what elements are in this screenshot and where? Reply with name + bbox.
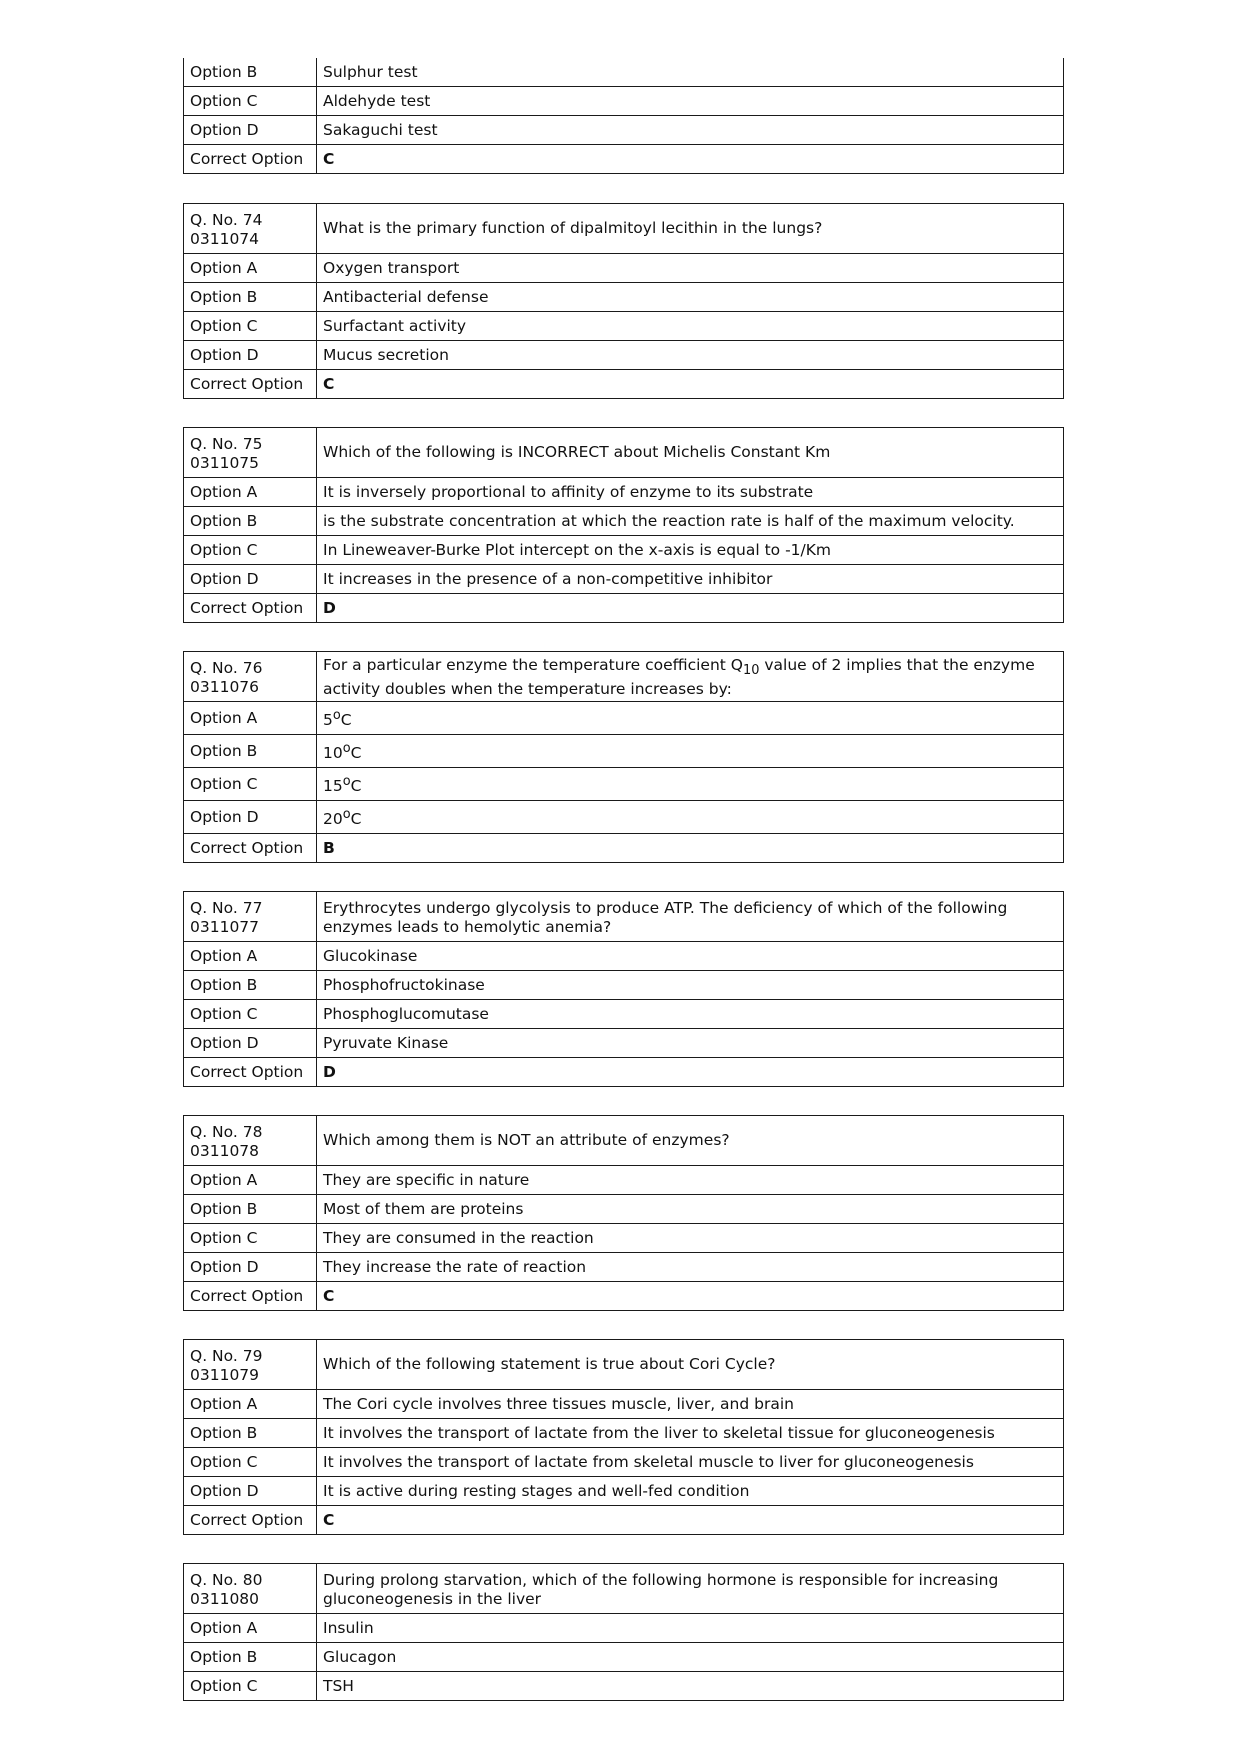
question-text: Which of the following is INCORRECT about Michelis Constant Km — [317, 428, 1064, 478]
option-value: Sulphur test — [317, 58, 1064, 87]
option-value: It involves the transport of lactate from the liver to skeletal tissue for gluconeogenesis — [317, 1419, 1064, 1448]
question-table-79 — [183, 1339, 1064, 1535]
option-label: Option B — [184, 507, 317, 536]
question-code: 0311078 — [190, 1141, 260, 1160]
option-label: Option A — [184, 1166, 317, 1195]
question-table-77 — [183, 891, 1064, 1087]
question-number: Q. No. 75 — [190, 434, 263, 453]
option-value: It increases in the presence of a non-competitive inhibitor — [317, 565, 1064, 594]
option-label: Option C — [184, 1448, 317, 1477]
question-number: Q. No. 78 — [190, 1122, 263, 1141]
correct-option-value: C — [317, 145, 1064, 174]
correct-option-value: D — [317, 594, 1064, 623]
question-table-73-continued — [183, 58, 1064, 174]
question-number-cell — [184, 652, 317, 702]
option-label: Option A — [184, 1390, 317, 1419]
option-value: They increase the rate of reaction — [317, 1253, 1064, 1282]
option-label: Option D — [184, 116, 317, 145]
degree-superscript: o — [342, 740, 351, 756]
question-text: Which of the following statement is true about Cori Cycle? — [317, 1340, 1064, 1390]
option-value: Glucagon — [317, 1643, 1064, 1672]
option-label: Option D — [184, 341, 317, 370]
question-number-cell — [184, 1116, 317, 1166]
option-label: Option B — [184, 1195, 317, 1224]
option-label: Option A — [184, 254, 317, 283]
question-code: 0311075 — [190, 453, 260, 472]
correct-option-label: Correct Option — [184, 370, 317, 399]
option-value: Antibacterial defense — [317, 283, 1064, 312]
option-value: It involves the transport of lactate from skeletal muscle to liver for gluconeogenesis — [317, 1448, 1064, 1477]
option-value: Oxygen transport — [317, 254, 1064, 283]
option-label: Option C — [184, 1000, 317, 1029]
question-table-74 — [183, 203, 1064, 399]
question-number: Q. No. 80 — [190, 1570, 263, 1589]
correct-option-value: C — [317, 1282, 1064, 1311]
question-text: What is the primary function of dipalmitoyl lecithin in the lungs? — [317, 204, 1064, 254]
option-label: Option C — [184, 87, 317, 116]
degree-superscript: o — [342, 773, 351, 789]
correct-option-label: Correct Option — [184, 594, 317, 623]
option-label: Option C — [184, 768, 317, 801]
question-number: Q. No. 74 — [190, 210, 263, 229]
correct-option-value: D — [317, 1058, 1064, 1087]
question-text-part: value of 2 implies that the enzyme activity doubles when the temperature increases by: — [323, 655, 1035, 699]
option-label: Option D — [184, 1029, 317, 1058]
correct-option-value: C — [317, 1506, 1064, 1535]
option-value: Phosphoglucomutase — [317, 1000, 1064, 1029]
option-value: Most of them are proteins — [317, 1195, 1064, 1224]
question-number: Q. No. 76 — [190, 658, 263, 677]
question-code: 0311079 — [190, 1365, 260, 1384]
question-code: 0311080 — [190, 1589, 260, 1608]
temperature-value: 15 — [323, 777, 343, 796]
option-label: Option B — [184, 58, 317, 87]
option-value: Glucokinase — [317, 942, 1064, 971]
question-text: Which among them is NOT an attribute of enzymes? — [317, 1116, 1064, 1166]
option-value: Pyruvate Kinase — [317, 1029, 1064, 1058]
question-table-78 — [183, 1115, 1064, 1311]
temperature-value: 20 — [323, 810, 343, 829]
temperature-value: 10 — [323, 744, 343, 763]
option-label: Option C — [184, 312, 317, 341]
option-label: Option A — [184, 942, 317, 971]
correct-option-label: Correct Option — [184, 1506, 317, 1535]
option-value: It is active during resting stages and well-fed condition — [317, 1477, 1064, 1506]
question-number: Q. No. 77 — [190, 898, 263, 917]
option-value — [317, 768, 1064, 801]
option-value: They are specific in nature — [317, 1166, 1064, 1195]
correct-option-label: Correct Option — [184, 834, 317, 863]
correct-option-value: B — [317, 834, 1064, 863]
question-text: Erythrocytes undergo glycolysis to produce ATP. The deficiency of which of the following enzymes leads to hemolytic anemia? — [317, 892, 1064, 942]
question-number-cell — [184, 892, 317, 942]
option-label: Option B — [184, 283, 317, 312]
option-value: Mucus secretion — [317, 341, 1064, 370]
question-code: 0311074 — [190, 229, 260, 248]
option-label: Option B — [184, 1419, 317, 1448]
option-value: It is inversely proportional to affinity of enzyme to its substrate — [317, 478, 1064, 507]
option-label: Option A — [184, 702, 317, 735]
option-label: Option D — [184, 1477, 317, 1506]
temperature-value: 5 — [323, 711, 333, 730]
option-label: Option B — [184, 735, 317, 768]
option-label: Option C — [184, 1224, 317, 1253]
option-label: Option C — [184, 1672, 317, 1701]
question-code: 0311077 — [190, 917, 260, 936]
option-value: In Lineweaver-Burke Plot intercept on the x-axis is equal to -1/Km — [317, 536, 1064, 565]
option-label: Option C — [184, 536, 317, 565]
temperature-unit: C — [350, 777, 362, 796]
degree-superscript: o — [342, 806, 351, 822]
option-value: Phosphofructokinase — [317, 971, 1064, 1000]
question-text-part: For a particular enzyme the temperature coefficient Q — [323, 655, 743, 674]
subscript: 10 — [742, 663, 760, 679]
temperature-unit: C — [350, 810, 362, 829]
question-table-80 — [183, 1563, 1064, 1701]
question-code: 0311076 — [190, 677, 260, 696]
correct-option-value: C — [317, 370, 1064, 399]
question-number-cell — [184, 428, 317, 478]
question-table-75 — [183, 427, 1064, 623]
option-label: Option A — [184, 478, 317, 507]
question-text — [317, 652, 1064, 702]
option-value: Insulin — [317, 1614, 1064, 1643]
option-value — [317, 735, 1064, 768]
question-number-cell — [184, 204, 317, 254]
question-number-cell — [184, 1340, 317, 1390]
question-number-cell — [184, 1564, 317, 1614]
correct-option-label: Correct Option — [184, 1058, 317, 1087]
option-label: Option D — [184, 1253, 317, 1282]
option-value: Sakaguchi test — [317, 116, 1064, 145]
temperature-unit: C — [340, 711, 352, 730]
option-value: Surfactant activity — [317, 312, 1064, 341]
option-value: TSH — [317, 1672, 1064, 1701]
question-number: Q. No. 79 — [190, 1346, 263, 1365]
correct-option-label: Correct Option — [184, 1282, 317, 1311]
option-value: is the substrate concentration at which the reaction rate is half of the maximum velocity. — [317, 507, 1064, 536]
option-value: They are consumed in the reaction — [317, 1224, 1064, 1253]
option-value: Aldehyde test — [317, 87, 1064, 116]
option-label: Option A — [184, 1614, 317, 1643]
option-label: Option D — [184, 801, 317, 834]
option-value — [317, 801, 1064, 834]
option-label: Option B — [184, 971, 317, 1000]
question-table-76 — [183, 651, 1064, 863]
correct-option-label: Correct Option — [184, 145, 317, 174]
temperature-unit: C — [350, 744, 362, 763]
option-value: The Cori cycle involves three tissues muscle, liver, and brain — [317, 1390, 1064, 1419]
option-label: Option B — [184, 1643, 317, 1672]
option-value — [317, 702, 1064, 735]
question-text: During prolong starvation, which of the following hormone is responsible for increasing gluconeogenesis in the liver — [317, 1564, 1064, 1614]
degree-superscript: o — [332, 707, 341, 723]
option-label: Option D — [184, 565, 317, 594]
